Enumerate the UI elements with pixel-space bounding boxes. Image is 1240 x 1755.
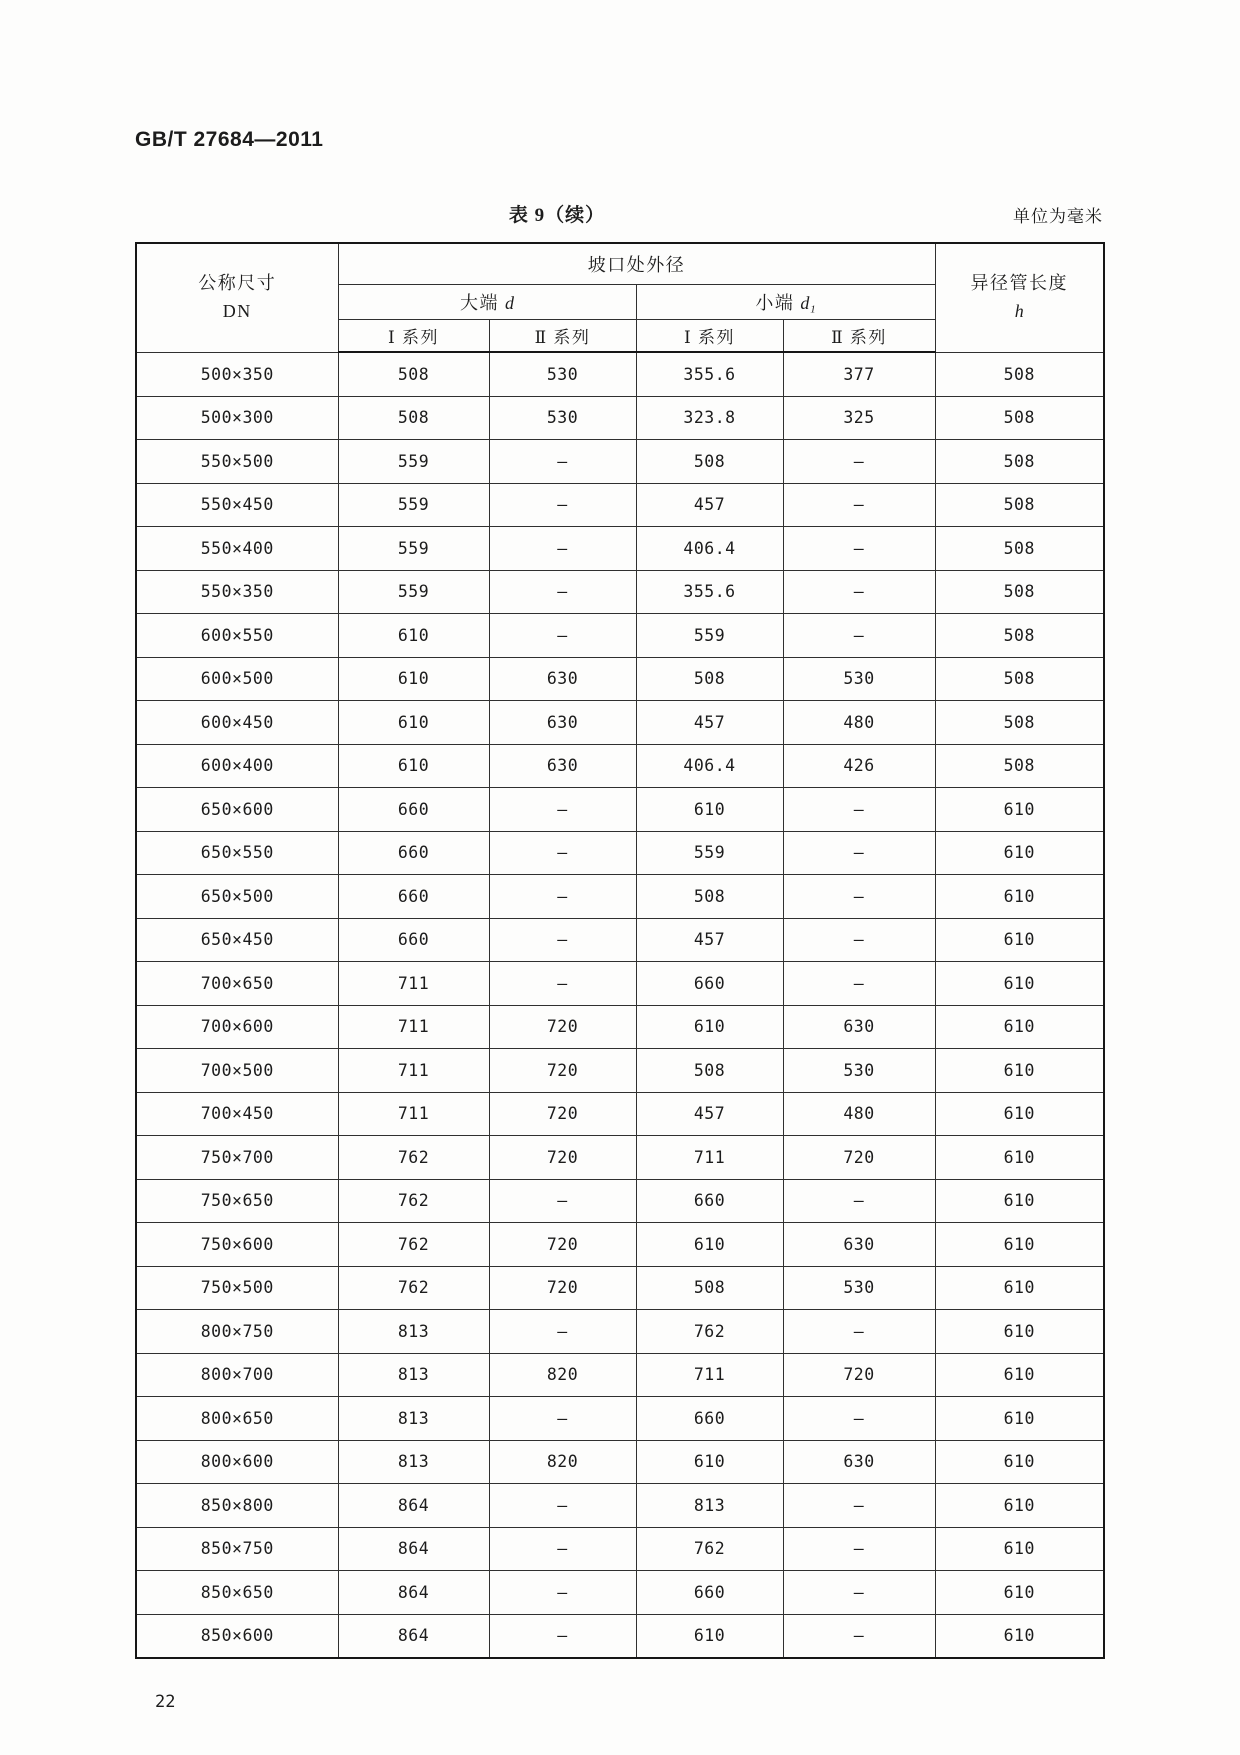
big-end-series1-cell: 660 [338,788,489,832]
big-end-series2-cell: — [489,483,636,527]
small-end-series1-cell: 457 [636,701,783,745]
dn-cell: 650×550 [136,831,338,875]
table-row [136,440,1104,484]
length-cell: 508 [935,440,1104,484]
small-end-series1-cell: 660 [636,962,783,1006]
table-row [136,744,1104,788]
small-end-series1-cell: 660 [636,1397,783,1441]
big-end-series2-cell: — [489,1310,636,1354]
big-end-series1-cell: 559 [338,570,489,614]
table-row [136,570,1104,614]
big-end-series2-cell: 630 [489,744,636,788]
small-end-series1-cell: 355.6 [636,570,783,614]
big-end-series2-cell: 720 [489,1049,636,1093]
header-big-end-series2: Ⅱ 系列 [489,320,636,353]
small-end-series2-cell: — [783,788,935,832]
small-end-series2-cell: 720 [783,1136,935,1180]
page-number: 22 [155,1692,176,1712]
reducer-dimension-table [135,242,1105,1659]
big-end-series2-cell: — [489,1527,636,1571]
small-end-series2-cell: 480 [783,1092,935,1136]
small-end-series2-cell: — [783,483,935,527]
table-row [136,1223,1104,1267]
big-end-series1-cell: 559 [338,440,489,484]
small-end-series2-cell: 720 [783,1353,935,1397]
header-small-end-label: 小端 [755,293,801,313]
table-row [136,1179,1104,1223]
length-cell: 508 [935,657,1104,701]
big-end-series2-cell: 630 [489,701,636,745]
small-end-series1-cell: 508 [636,1049,783,1093]
dn-cell: 600×450 [136,701,338,745]
dn-cell: 550×500 [136,440,338,484]
header-reducer-length [935,243,1104,352]
small-end-series1-cell: 660 [636,1571,783,1615]
dn-cell: 850×750 [136,1527,338,1571]
dn-cell: 500×350 [136,352,338,396]
big-end-series1-cell: 660 [338,918,489,962]
dn-cell: 700×650 [136,962,338,1006]
big-end-series2-cell: — [489,962,636,1006]
table-row [136,962,1104,1006]
length-cell: 610 [935,1527,1104,1571]
small-end-series1-cell: 508 [636,440,783,484]
small-end-series2-cell: — [783,831,935,875]
length-cell: 610 [935,1136,1104,1180]
small-end-series1-cell: 457 [636,483,783,527]
small-end-series1-cell: 406.4 [636,744,783,788]
small-end-series1-cell: 762 [636,1310,783,1354]
big-end-series2-cell: — [489,570,636,614]
small-end-series1-cell: 457 [636,918,783,962]
big-end-series1-cell: 610 [338,614,489,658]
length-cell: 610 [935,1571,1104,1615]
header-reducer-length-line1: 异径管长度 [970,272,1068,293]
big-end-series1-cell: 711 [338,1049,489,1093]
dn-cell: 850×800 [136,1484,338,1528]
small-end-series1-cell: 813 [636,1484,783,1528]
big-end-series2-cell: — [489,1397,636,1441]
big-end-series1-cell: 864 [338,1571,489,1615]
big-end-series1-cell: 762 [338,1179,489,1223]
dn-cell: 750×600 [136,1223,338,1267]
small-end-series1-cell: 559 [636,614,783,658]
small-end-series2-cell: — [783,1397,935,1441]
big-end-series1-cell: 813 [338,1353,489,1397]
big-end-series2-cell: — [489,1571,636,1615]
dn-cell: 650×600 [136,788,338,832]
unit-note: 单位为毫米 [1013,207,1103,226]
big-end-series2-cell: — [489,788,636,832]
big-end-series2-cell: 720 [489,1223,636,1267]
small-end-series1-cell: 508 [636,657,783,701]
dn-cell: 800×750 [136,1310,338,1354]
length-cell: 610 [935,1484,1104,1528]
header-big-end-label: 大端 [460,293,505,313]
dn-cell: 800×650 [136,1397,338,1441]
small-end-series1-cell: 711 [636,1353,783,1397]
small-end-series1-cell: 610 [636,788,783,832]
length-cell: 508 [935,570,1104,614]
dn-cell: 650×450 [136,918,338,962]
big-end-series1-cell: 660 [338,875,489,919]
table-row [136,788,1104,832]
big-end-series2-cell: — [489,1179,636,1223]
length-cell: 610 [935,1353,1104,1397]
header-outside-diameter-group: 坡口处外径 [338,243,935,285]
length-cell: 610 [935,788,1104,832]
header-nominal-size-line2: DN [222,300,252,321]
small-end-series2-cell: — [783,527,935,571]
dn-cell: 650×500 [136,875,338,919]
table-title: 表 9（续） [508,205,606,226]
length-cell: 508 [935,701,1104,745]
dn-cell: 600×400 [136,744,338,788]
length-cell: 610 [935,962,1104,1006]
big-end-series1-cell: 508 [338,352,489,396]
big-end-series1-cell: 610 [338,701,489,745]
big-end-series2-cell: 720 [489,1005,636,1049]
dn-cell: 600×550 [136,614,338,658]
small-end-series1-cell: 711 [636,1136,783,1180]
dn-cell: 600×500 [136,657,338,701]
small-end-series2-cell: 630 [783,1005,935,1049]
header-big-end [338,285,636,320]
small-end-series2-cell: — [783,1527,935,1571]
small-end-series2-cell: 630 [783,1440,935,1484]
length-cell: 610 [935,1005,1104,1049]
dn-cell: 750×650 [136,1179,338,1223]
length-cell: 610 [935,1310,1104,1354]
dn-cell: 500×300 [136,396,338,440]
table-row [136,1310,1104,1354]
length-cell: 610 [935,1614,1104,1658]
small-end-series1-cell: 610 [636,1005,783,1049]
big-end-series2-cell: — [489,1614,636,1658]
small-end-series1-cell: 508 [636,875,783,919]
table-row [136,1353,1104,1397]
header-small-end [636,285,935,320]
header-reducer-length-symbol: h [1014,300,1024,321]
small-end-series2-cell: 325 [783,396,935,440]
length-cell: 610 [935,1397,1104,1441]
header-nominal-size-line1: 公称尺寸 [198,272,277,293]
table-row [136,1484,1104,1528]
big-end-series1-cell: 610 [338,744,489,788]
length-cell: 610 [935,1049,1104,1093]
small-end-series2-cell: — [783,875,935,919]
length-cell: 508 [935,396,1104,440]
dn-cell: 750×500 [136,1266,338,1310]
dn-cell: 550×350 [136,570,338,614]
table-row [136,1527,1104,1571]
dn-cell: 850×650 [136,1571,338,1615]
big-end-series2-cell: — [489,527,636,571]
dn-cell: 850×600 [136,1614,338,1658]
big-end-series1-cell: 864 [338,1614,489,1658]
table-caption-row [135,200,1103,228]
table-row [136,918,1104,962]
table-row [136,1049,1104,1093]
small-end-series1-cell: 610 [636,1440,783,1484]
small-end-series2-cell: 530 [783,657,935,701]
big-end-series1-cell: 559 [338,483,489,527]
header-nominal-size [136,243,338,352]
small-end-series2-cell: 426 [783,744,935,788]
big-end-series2-cell: — [489,831,636,875]
header-big-end-symbol: d [505,293,514,313]
big-end-series1-cell: 711 [338,1005,489,1049]
standard-number: GB/T 27684—2011 [135,128,324,151]
big-end-series2-cell: 720 [489,1136,636,1180]
big-end-series2-cell: — [489,440,636,484]
big-end-series1-cell: 864 [338,1527,489,1571]
small-end-series2-cell: — [783,1484,935,1528]
big-end-series1-cell: 864 [338,1484,489,1528]
header-big-end-series1: Ⅰ 系列 [338,320,489,353]
table-row [136,1440,1104,1484]
big-end-series1-cell: 508 [338,396,489,440]
big-end-series1-cell: 762 [338,1136,489,1180]
small-end-series1-cell: 559 [636,831,783,875]
header-small-end-series2: Ⅱ 系列 [783,320,935,353]
small-end-series2-cell: — [783,1571,935,1615]
length-cell: 610 [935,875,1104,919]
dn-cell: 700×600 [136,1005,338,1049]
length-cell: 508 [935,614,1104,658]
big-end-series1-cell: 660 [338,831,489,875]
dn-cell: 750×700 [136,1136,338,1180]
length-cell: 508 [935,744,1104,788]
big-end-series1-cell: 762 [338,1223,489,1267]
big-end-series2-cell: 820 [489,1353,636,1397]
big-end-series2-cell: 530 [489,352,636,396]
big-end-series1-cell: 813 [338,1397,489,1441]
dn-cell: 700×500 [136,1049,338,1093]
small-end-series1-cell: 355.6 [636,352,783,396]
table-row [136,1614,1104,1658]
big-end-series2-cell: — [489,614,636,658]
big-end-series2-cell: 720 [489,1092,636,1136]
big-end-series2-cell: 720 [489,1266,636,1310]
big-end-series2-cell: — [489,875,636,919]
table-row [136,1005,1104,1049]
dn-cell: 800×600 [136,1440,338,1484]
big-end-series2-cell: — [489,1484,636,1528]
small-end-series2-cell: 480 [783,701,935,745]
table-row [136,1397,1104,1441]
small-end-series2-cell: 377 [783,352,935,396]
small-end-series1-cell: 508 [636,1266,783,1310]
big-end-series1-cell: 711 [338,1092,489,1136]
table-row [136,831,1104,875]
length-cell: 610 [935,1179,1104,1223]
table-row [136,614,1104,658]
dn-cell: 800×700 [136,1353,338,1397]
header-small-end-symbol: d₁ [800,293,816,313]
big-end-series2-cell: — [489,918,636,962]
small-end-series2-cell: 630 [783,1223,935,1267]
big-end-series2-cell: 630 [489,657,636,701]
table-row [136,396,1104,440]
length-cell: 610 [935,831,1104,875]
length-cell: 508 [935,483,1104,527]
table-row [136,657,1104,701]
big-end-series2-cell: 820 [489,1440,636,1484]
small-end-series2-cell: — [783,1614,935,1658]
small-end-series1-cell: 610 [636,1223,783,1267]
small-end-series2-cell: — [783,918,935,962]
length-cell: 610 [935,1266,1104,1310]
dn-cell: 700×450 [136,1092,338,1136]
table-row [136,875,1104,919]
length-cell: 610 [935,1440,1104,1484]
small-end-series1-cell: 762 [636,1527,783,1571]
big-end-series1-cell: 610 [338,657,489,701]
small-end-series2-cell: 530 [783,1049,935,1093]
big-end-series2-cell: 530 [489,396,636,440]
small-end-series2-cell: — [783,614,935,658]
small-end-series1-cell: 660 [636,1179,783,1223]
small-end-series2-cell: — [783,962,935,1006]
small-end-series2-cell: — [783,440,935,484]
dn-cell: 550×450 [136,483,338,527]
small-end-series2-cell: — [783,1179,935,1223]
length-cell: 610 [935,1092,1104,1136]
big-end-series1-cell: 559 [338,527,489,571]
table-row [136,701,1104,745]
big-end-series1-cell: 813 [338,1440,489,1484]
dn-cell: 550×400 [136,527,338,571]
table-row [136,483,1104,527]
length-cell: 610 [935,1223,1104,1267]
small-end-series1-cell: 323.8 [636,396,783,440]
length-cell: 508 [935,527,1104,571]
table-row [136,352,1104,396]
table-row [136,1266,1104,1310]
small-end-series1-cell: 457 [636,1092,783,1136]
big-end-series1-cell: 711 [338,962,489,1006]
small-end-series1-cell: 610 [636,1614,783,1658]
length-cell: 610 [935,918,1104,962]
header-small-end-series1: Ⅰ 系列 [636,320,783,353]
small-end-series2-cell: — [783,1310,935,1354]
small-end-series2-cell: — [783,570,935,614]
small-end-series2-cell: 530 [783,1266,935,1310]
big-end-series1-cell: 813 [338,1310,489,1354]
length-cell: 508 [935,352,1104,396]
table-row [136,527,1104,571]
table-row [136,1571,1104,1615]
table-row [136,1092,1104,1136]
table-row [136,1136,1104,1180]
small-end-series1-cell: 406.4 [636,527,783,571]
big-end-series1-cell: 762 [338,1266,489,1310]
